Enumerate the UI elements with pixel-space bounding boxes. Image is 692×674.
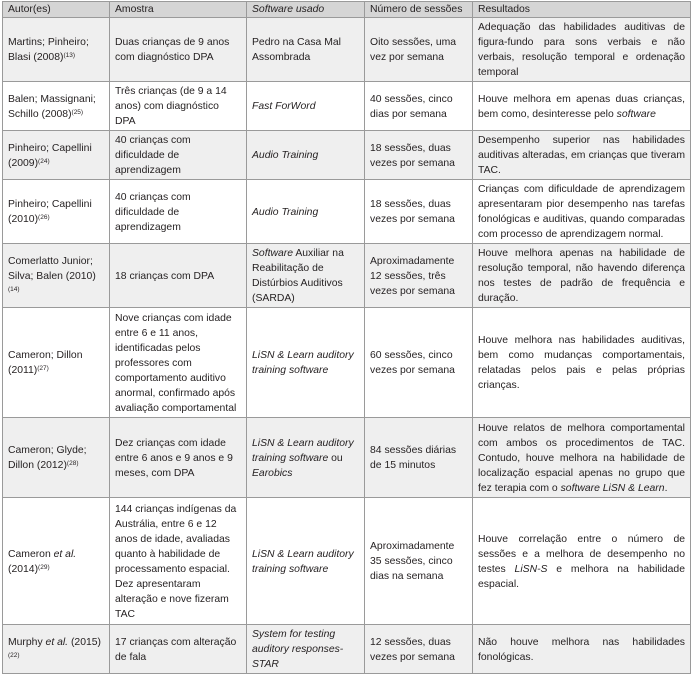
author-cell: Comerlatto Junior; Silva; Balen $(2010)^{(14)}$ <box>3 244 110 308</box>
header-software: Software usado <box>247 2 365 18</box>
results-cell: Houve melhora apenas na habilidade de resolução temporal, não havendo diferença nos testes de padrão de frequência e duração. <box>473 244 691 308</box>
table-row <box>3 498 691 625</box>
software-cell: LiSN & Learn auditory training software <box>247 308 365 418</box>
sessions-cell: 40 sessões, cinco dias por semana <box>365 82 473 131</box>
sample-cell: Duas crianças de 9 anos com diagnóstico DPA <box>110 18 247 82</box>
table-row <box>3 82 691 131</box>
sessions-cell: 84 sessões diárias de 15 minutos <box>365 418 473 498</box>
software-cell: System for testing auditory responses-STAR <box>247 625 365 674</box>
results-cell: Houve melhora nas habilidades auditivas, bem como mudanças comportamentais, relatadas pelos pais e pelas próprias crianças. <box>473 308 691 418</box>
table-row <box>3 244 691 308</box>
header-author: Autor(es) <box>3 2 110 18</box>
sample-cell: Três crianças (de 9 a 14 anos) com diagnóstico DPA <box>110 82 247 131</box>
sample-cell: 18 crianças com DPA <box>110 244 247 308</box>
results-cell: Adequação das habilidades auditivas de figura-fundo para sons verbais e não verbais, resolução temporal e ordenação temporal <box>473 18 691 82</box>
header-sample: Amostra <box>110 2 247 18</box>
author-cell: Cameron; Glyde; Dillon $(2012)^{(28)}$ <box>3 418 110 498</box>
header-row <box>3 2 691 18</box>
software-cell: Fast ForWord <box>247 82 365 131</box>
table-row <box>3 180 691 244</box>
sample-cell: Dez crianças com idade entre 6 anos e 9 anos e 9 meses, com DPA <box>110 418 247 498</box>
sessions-cell: 18 sessões, duas vezes por semana <box>365 180 473 244</box>
sessions-cell: Oito sessões, uma vez por semana <box>365 18 473 82</box>
results-cell: Crianças com dificuldade de aprendizagem apresentaram pior desempenho nas tarefas fonológicas e auditivas, quando comparadas com processo de aprendizagem normal. <box>473 180 691 244</box>
reference-mark: (22) <box>8 651 20 659</box>
header-results: Resultados <box>473 2 691 18</box>
reference-mark: (24) <box>38 157 50 165</box>
table-row <box>3 418 691 498</box>
table-row <box>3 18 691 82</box>
sample-cell: 40 crianças com dificuldade de aprendizagem <box>110 180 247 244</box>
results-cell: Houve correlação entre o número de sessões e a melhora de desempenho no testes LiSN-S e melhora na habilidade espacial. <box>473 498 691 625</box>
author-cell: Pinheiro; Capellini $(2010)^{(26)}$ <box>3 180 110 244</box>
reference-mark: (14) <box>8 285 20 293</box>
software-cell: LiSN & Learn auditory training software <box>247 498 365 625</box>
reference-mark: (13) <box>63 52 76 59</box>
software-cell: LiSN & Learn auditory training software ou Earobics <box>247 418 365 498</box>
author-cell: Martins; Pinheiro; Blasi $(2008)^{(13)}$ <box>3 18 110 82</box>
sample-cell: 40 crianças com dificuldade de aprendizagem <box>110 131 247 180</box>
reference-mark: (25) <box>71 108 84 116</box>
software-cell: Audio Training <box>247 131 365 180</box>
sample-cell: 17 crianças com alteração de fala <box>110 625 247 674</box>
author-cell: Balen; Massignani; Schillo $(2008)^{(25)}$ <box>3 82 110 131</box>
sessions-cell: Aproximadamente 12 sessões, três vezes por semana <box>365 244 473 308</box>
sessions-cell: 60 sessões, cinco vezes por semana <box>365 308 473 418</box>
reference-mark: (28) <box>66 460 79 467</box>
reference-mark: (27) <box>37 365 49 372</box>
software-cell: Pedro na Casa Mal Assombrada <box>247 18 365 82</box>
author-cell: Pinheiro; Capellini $(2009)^{(24)}$ <box>3 131 110 180</box>
results-cell: Houve relatos de melhora comportamental com ambos os procedimentos de TAC. Contudo, houve melhora na habilidade de localização espacial apenas no grupo que fez terapia com o software LiSN & Learn. <box>473 418 691 498</box>
table-row <box>3 308 691 418</box>
table-row <box>3 131 691 180</box>
results-cell: Houve melhora em apenas duas crianças, bem como, desinteresse pelo software <box>473 82 691 131</box>
software-cell: Software Auxiliar na Reabilitação de Distúrbios Auditivos (SARDA) <box>247 244 365 308</box>
reference-mark: (26) <box>38 214 50 221</box>
studies-table <box>2 1 691 674</box>
software-cell: Audio Training <box>247 180 365 244</box>
author-cell: Cameron; Dillon $(2011)^{(27)}$ <box>3 308 110 418</box>
reference-mark: (29) <box>38 563 50 571</box>
table-row <box>3 625 691 674</box>
sessions-cell: 12 sessões, duas vezes por semana <box>365 625 473 674</box>
results-cell: Não houve melhora nas habilidades fonológicas. <box>473 625 691 674</box>
author-cell: Murphy et al. $(2015)^{(22)}$ <box>3 625 110 674</box>
sample-cell: Nove crianças com idade entre 6 e 11 anos, identificadas pelos professores com comportamento auditivo anormal, confirmado após avaliação comportamental <box>110 308 247 418</box>
header-sessions: Número de sessões <box>365 2 473 18</box>
sessions-cell: Aproximadamente 35 sessões, cinco dias na semana <box>365 498 473 625</box>
results-cell: Desempenho superior nas habilidades auditivas alteradas, em crianças que tiveram TAC. <box>473 131 691 180</box>
sample-cell: 144 crianças indígenas da Austrália, entre 6 e 12 anos de idade, avaliadas quanto à habilidade de processamento espacial. Dez apresentaram alteração e nove fizeram TAC <box>110 498 247 625</box>
author-cell: Cameron et al. $(2014)^{(29)}$ <box>3 498 110 625</box>
sessions-cell: 18 sessões, duas vezes por semana <box>365 131 473 180</box>
